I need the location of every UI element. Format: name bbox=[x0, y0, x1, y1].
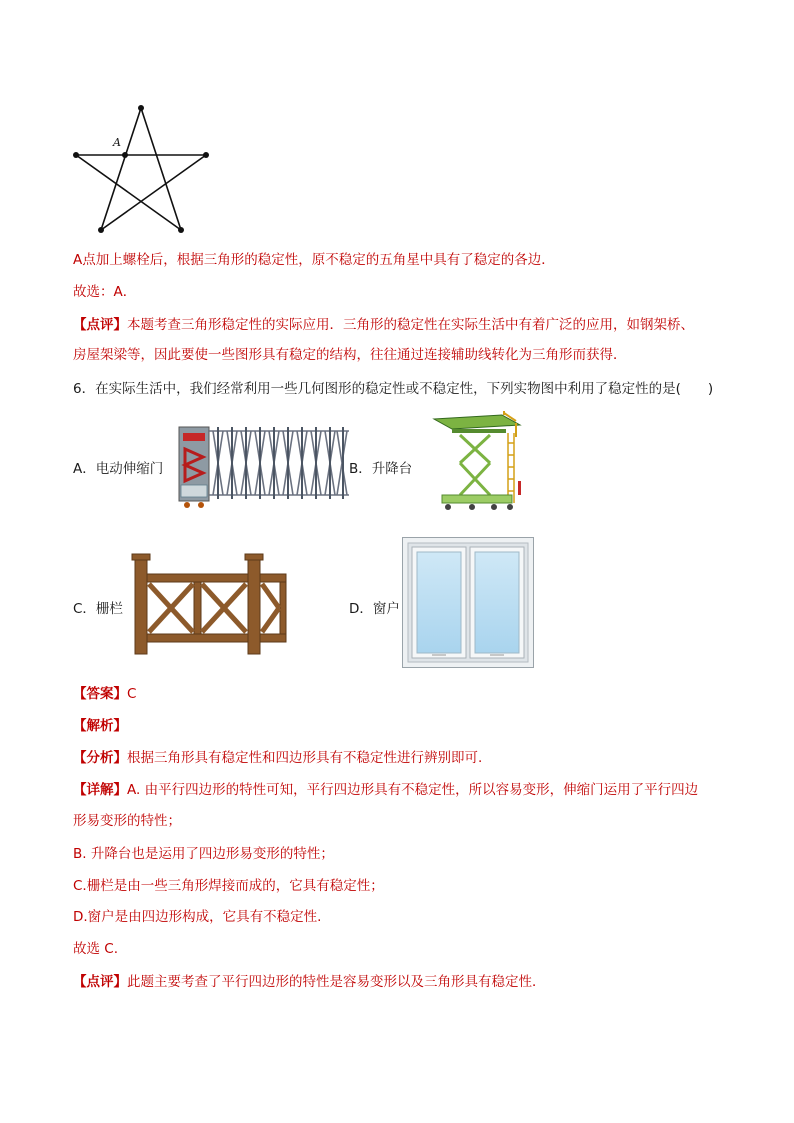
detail-text-a1: A. 由平行四边形的特性可知，平行四边形具有不稳定性，所以容易变形，伸缩门运用了平行四边 bbox=[127, 782, 699, 798]
comment-paragraph-1 bbox=[73, 315, 694, 335]
option-a-image-telescopic-gate bbox=[177, 423, 353, 509]
answer-tag: 【答案】 bbox=[73, 686, 127, 702]
detail-line-a1 bbox=[73, 780, 698, 800]
final-comment-tag: 【点评】 bbox=[73, 974, 127, 990]
star-explanation: A点加上螺栓后，根据三角形的稳定性，原不稳定的五角星中具有了稳定的各边． bbox=[73, 252, 555, 268]
final-comment-text: 此题主要考查了平行四边形的特性是容易变形以及三角形具有稳定性． bbox=[127, 974, 546, 990]
analysis-sub-tag: 【分析】 bbox=[73, 750, 127, 766]
analysis-text: 根据三角形具有稳定性和四边形具有不稳定性进行辨别即可. bbox=[127, 750, 483, 766]
star-figure bbox=[66, 98, 216, 238]
comment-text-b: 房屋架梁等，因此要使一些图形具有稳定的结构，往往通过连接辅助线转化为三角形而获得． bbox=[73, 347, 627, 363]
detail-text-a2: 形易变形的特性； bbox=[73, 813, 181, 829]
choose-line: 故选 C. bbox=[73, 941, 119, 957]
option-b-label: B．升降台 bbox=[349, 461, 413, 477]
detail-text-d: D.窗户是由四边形构成，它具有不稳定性. bbox=[73, 909, 322, 925]
question-stem: 6．在实际生活中，我们经常利用一些几何图形的稳定性或不稳定性，下列实物图中利用了稳定性的是( ) bbox=[73, 381, 714, 397]
detail-tag: 【详解】 bbox=[73, 782, 127, 798]
analysis-line bbox=[73, 748, 482, 768]
final-comment-line bbox=[73, 972, 546, 992]
detail-text-b: B. 升降台也是运用了四边形易变形的特性； bbox=[73, 846, 334, 862]
analysis-heading bbox=[73, 716, 127, 736]
answer-line bbox=[73, 684, 136, 704]
option-b-image-lift-platform bbox=[428, 411, 522, 517]
comment-text-a: 本题考查三角形稳定性的实际应用．三角形的稳定性在实际生活中有着广泛的应用，如钢架桥、 bbox=[127, 317, 694, 333]
option-c-label: C．栅栏 bbox=[73, 601, 123, 617]
detail-text-c: C.栅栏是由一些三角形焊接而成的，它具有稳定性； bbox=[73, 878, 384, 894]
option-d-image-window bbox=[402, 537, 534, 668]
star-point-label: A bbox=[113, 136, 121, 149]
star-answer: 故选：A． bbox=[73, 284, 137, 300]
analysis-tag: 【解析】 bbox=[73, 718, 127, 734]
option-a-label: A．电动伸缩门 bbox=[73, 461, 164, 477]
option-c-image-fence bbox=[130, 552, 295, 660]
comment-tag: 【点评】 bbox=[73, 317, 127, 333]
answer-value: C bbox=[127, 686, 137, 702]
option-d-label: D．窗户 bbox=[349, 601, 400, 617]
